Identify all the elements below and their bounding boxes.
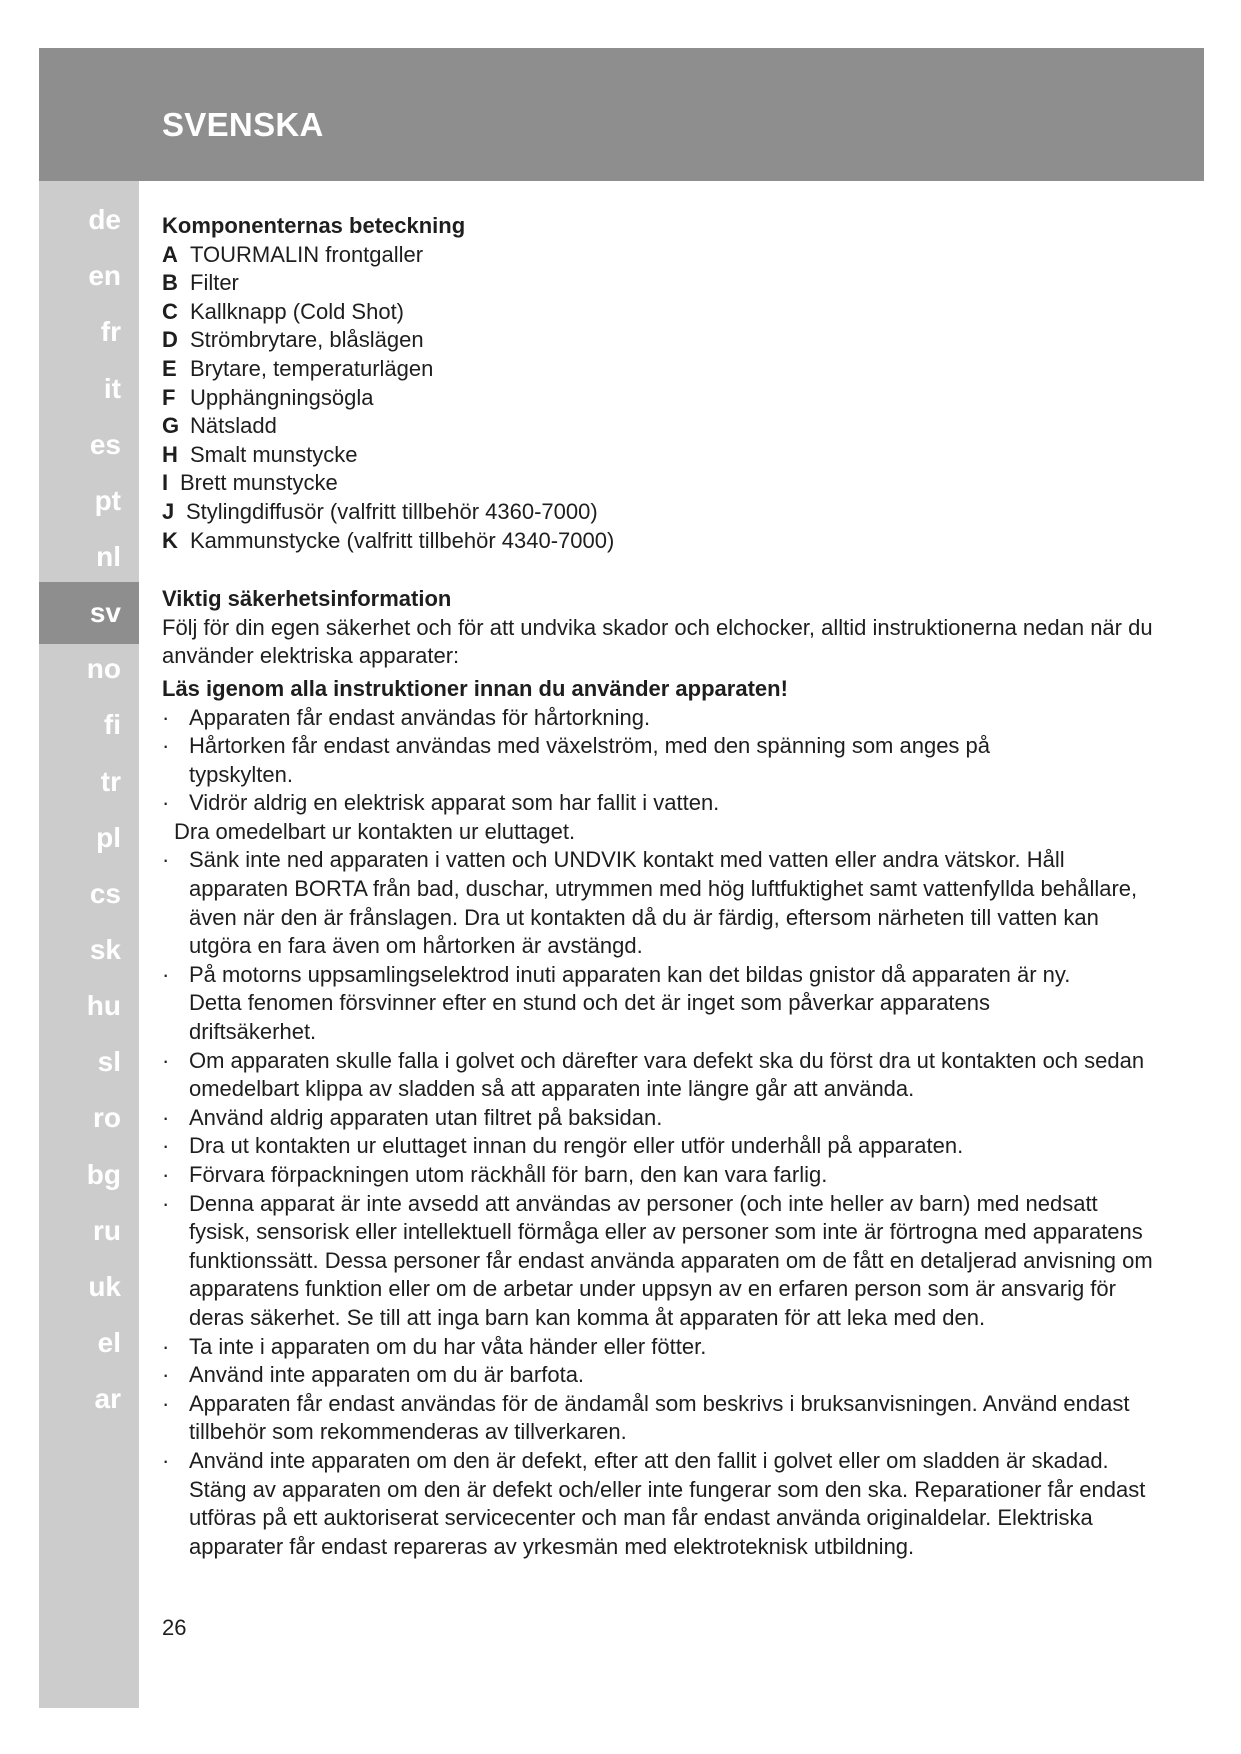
component-letter: E bbox=[162, 355, 177, 381]
component-text: Brytare, temperaturlägen bbox=[190, 355, 434, 381]
list-item: · Använd inte apparaten om den är defekt, efter att den fallit i golvet eller om sladden är skadad. Stäng av apparaten om den är defekt och/eller inte fungerar som den ska. Reparationer får endast utföras på ett auktoriserat servicecenter och man får endast använda originaldelar. Elektriska apparater får endast repareras av yrkesmän med elektroteknisk utbildning. bbox=[162, 1447, 1162, 1561]
component-letter: A bbox=[162, 241, 178, 267]
component-item bbox=[162, 527, 1162, 556]
component-text: Kammunstycke (valfritt tillbehör 4340-7000) bbox=[190, 527, 615, 553]
component-text: Strömbrytare, blåslägen bbox=[190, 327, 424, 353]
list-item: · Använd aldrig apparaten utan filtret på baksidan. bbox=[162, 1104, 1162, 1133]
list-item: · Apparaten får endast användas för de ändamål som beskrivs i bruksanvisningen. Använd endast tillbehör som rekommenderas av tillverkaren. bbox=[162, 1390, 1162, 1447]
component-letter: B bbox=[162, 270, 178, 296]
list-item: · Sänk inte ned apparaten i vatten och UNDVIK kontakt med vatten eller andra vätskor. Håll apparaten BORTA från bad, duschar, utrymmen med hög luftfuktighet samt vattenfyllda behållare, även när den är frånslagen. Dra ut kontakten då du är färdig, eftersom närheten till vatten kan utgöra en fara även om hårtorken är avstängd. bbox=[162, 846, 1162, 960]
lang-tab-sl[interactable]: sl bbox=[97, 1046, 121, 1077]
lang-tab-fi[interactable]: fi bbox=[103, 709, 121, 740]
list-item: · Ta inte i apparaten om du har våta händer eller fötter. bbox=[162, 1333, 1162, 1362]
component-item bbox=[162, 412, 1162, 441]
components-heading: Komponenternas beteckning bbox=[162, 213, 466, 238]
list-item-continuation: Dra omedelbart ur kontakten ur eluttaget. bbox=[174, 818, 576, 844]
component-item bbox=[162, 469, 1162, 498]
list-item: · Dra ut kontakten ur eluttaget innan du rengör eller utför underhåll på apparaten. bbox=[162, 1132, 1162, 1161]
component-letter: C bbox=[162, 298, 178, 324]
component-item bbox=[162, 498, 1162, 527]
main-content bbox=[162, 212, 1162, 1561]
component-item bbox=[162, 355, 1162, 384]
component-text: Stylingdiffusör (valfritt tillbehör 4360-7000) bbox=[186, 498, 598, 524]
lang-tab-fr[interactable]: fr bbox=[100, 316, 121, 347]
component-letter: K bbox=[162, 527, 178, 553]
list-item: · Använd inte apparaten om du är barfota. bbox=[162, 1361, 1162, 1390]
page-header bbox=[39, 48, 1204, 181]
component-letter: D bbox=[162, 327, 178, 353]
component-text: TOURMALIN frontgaller bbox=[190, 241, 424, 267]
component-text: Upphängningsögla bbox=[190, 384, 374, 410]
component-item bbox=[162, 441, 1162, 470]
component-letter: F bbox=[162, 384, 176, 410]
safety-heading: Viktig säkerhetsinformation bbox=[162, 586, 452, 612]
lang-tab-en[interactable]: en bbox=[88, 260, 121, 291]
lang-tab-no[interactable]: no bbox=[86, 653, 121, 684]
lang-tab-it[interactable]: it bbox=[103, 373, 121, 404]
lang-tab-pt[interactable]: pt bbox=[94, 485, 121, 516]
page-title: SVENSKA bbox=[162, 106, 324, 143]
lang-tab-ro[interactable]: ro bbox=[93, 1102, 121, 1133]
lang-tab-pl[interactable]: pl bbox=[96, 822, 121, 853]
language-sidebar bbox=[39, 181, 139, 1708]
list-item: · Om apparaten skulle falla i golvet och därefter vara defekt ska du först dra ut kontakten och sedan omedelbart klippa av sladden så att apparaten inte längre går att använda. bbox=[162, 1047, 1162, 1104]
list-item: · Hårtorken får endast användas med växelström, med den spänning som anges på typskylten. bbox=[162, 732, 1094, 789]
component-item bbox=[162, 384, 1162, 413]
component-text: Filter bbox=[190, 270, 239, 296]
list-item: · Förvara förpackningen utom räckhåll för barn, den kan vara farlig. bbox=[162, 1161, 1162, 1190]
list-item: · Denna apparat är inte avsedd att användas av personer (och inte heller av barn) med nedsatt fysisk, sensorisk eller intellektuell förmåga eller av personer som inte är förtrogna med apparatens funktionssätt. Dessa personer får endast använda apparaten om de fått en detaljerad anvisning om apparatens funktion eller om de arbetar under uppsyn av en erfaren person som är ansvarig för deras säkerhet. Se till att inga barn kan komma åt apparaten för att leka med den. bbox=[162, 1190, 1162, 1333]
lang-tab-es[interactable]: es bbox=[89, 429, 121, 460]
component-text: Smalt munstycke bbox=[190, 441, 358, 467]
safety-intro: Följ för din egen säkerhet och för att undvika skador och elchocker, alltid instruktionerna nedan när du använder elektriska apparater: bbox=[162, 614, 1153, 669]
lang-tab-nl[interactable]: nl bbox=[96, 541, 121, 572]
lang-tab-cs[interactable]: cs bbox=[89, 878, 121, 909]
component-text: Nätsladd bbox=[190, 413, 277, 439]
component-text: Kallknapp (Cold Shot) bbox=[190, 298, 405, 324]
safety-subheading: Läs igenom alla instruktioner innan du använder apparaten! bbox=[162, 675, 788, 701]
lang-tab-ar[interactable]: ar bbox=[94, 1383, 121, 1414]
component-letter: H bbox=[162, 441, 178, 467]
component-item bbox=[162, 241, 1162, 270]
lang-tab-de[interactable]: de bbox=[88, 204, 121, 235]
lang-tab-el[interactable]: el bbox=[97, 1327, 121, 1358]
component-letter: J bbox=[162, 498, 175, 524]
component-item bbox=[162, 269, 1162, 298]
lang-tab-sv[interactable]: sv bbox=[39, 582, 139, 644]
component-item bbox=[162, 298, 1162, 327]
lang-tab-uk[interactable]: uk bbox=[88, 1271, 121, 1302]
component-letter: I bbox=[162, 470, 169, 496]
component-letter: G bbox=[162, 413, 180, 439]
page-number: 26 bbox=[162, 1615, 187, 1640]
component-text: Brett munstycke bbox=[180, 470, 338, 496]
list-item: · Apparaten får endast användas för hårtorkning. bbox=[162, 704, 1162, 733]
lang-tab-bg[interactable]: bg bbox=[86, 1159, 121, 1190]
lang-tab-tr[interactable]: tr bbox=[100, 766, 121, 797]
safety-list bbox=[162, 704, 1162, 1562]
components-list bbox=[162, 241, 1162, 556]
lang-tab-sk[interactable]: sk bbox=[89, 934, 121, 965]
lang-tab-ru[interactable]: ru bbox=[93, 1215, 121, 1246]
list-item: · Vidrör aldrig en elektrisk apparat som har fallit i vatten. bbox=[162, 789, 1162, 818]
component-item bbox=[162, 326, 1162, 355]
list-item: · På motorns uppsamlingselektrod inuti apparaten kan det bildas gnistor då apparaten är ny. Detta fenomen försvinner efter en stund och det är inget som påverkar apparatens driftsäkerhet. bbox=[162, 961, 1109, 1047]
lang-tab-hu[interactable]: hu bbox=[86, 990, 121, 1021]
